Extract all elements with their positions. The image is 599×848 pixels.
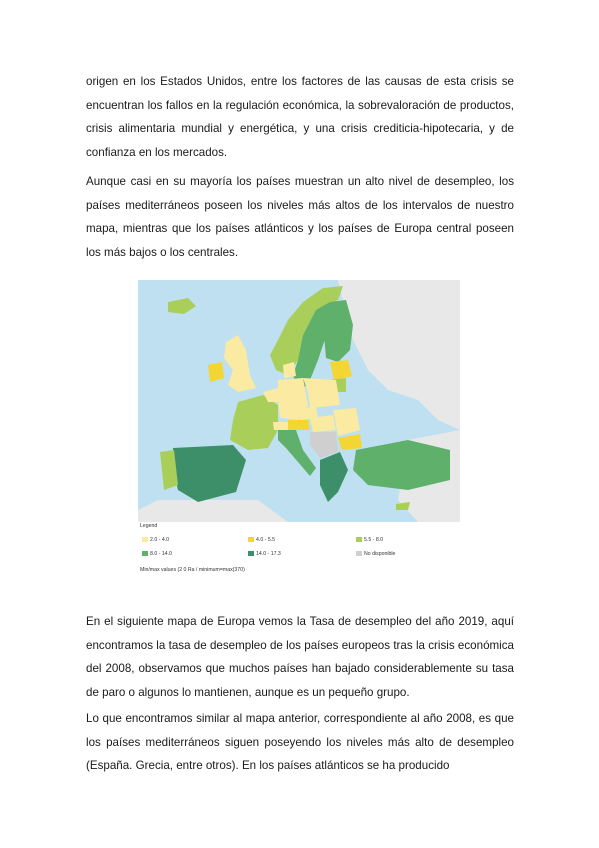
switzerland	[273, 422, 288, 430]
paragraph-1: origen en los Estados Unidos, entre los factores de las causas de esta crisis se encuentran los fallos en la regulación económica, la sobrevaloración de productos, crisis alimentaria mundial y energética, y una crisis crediticia-hipotecaria, y de confianza en los mercados.	[86, 75, 514, 159]
legend-swatch	[142, 551, 148, 556]
legend-item	[356, 551, 395, 558]
legend-source: Min/max values (2 0 Ra / minimum=max(370)	[140, 567, 245, 573]
legend-label: 2.0 - 4.0	[150, 537, 170, 543]
legend-label: 8.0 - 14.0	[150, 551, 172, 557]
paragraph-2: Aunque casi en su mayoría los países muestran un alto nivel de desempleo, los países mediterráneos poseen los niveles más altos de los intervalos de nuestro mapa, mientras que los países atlánticos y los países de Europa central poseen los más bajos o los centrales.	[86, 175, 514, 259]
legend-swatch	[356, 537, 362, 542]
unemployment-map-figure	[138, 280, 460, 580]
paragraph-4: Lo que encontramos similar al mapa anterior, correspondiente al año 2008, es que los países mediterráneos siguen poseyendo los niveles más alto de desempleo (España. Grecia, entre otros). En los países atlánticos se ha producido	[86, 712, 514, 773]
legend-swatch	[142, 537, 148, 542]
legend-item	[248, 551, 281, 558]
legend-item	[248, 537, 275, 544]
legend-item	[356, 537, 383, 544]
hungary	[310, 415, 336, 432]
legend-swatch	[356, 551, 362, 556]
europe-map	[138, 280, 460, 522]
legend-swatch	[248, 537, 254, 542]
legend-label: 4.0 - 5.5	[256, 537, 276, 543]
legend-title: Legend	[140, 523, 158, 529]
legend-item	[142, 537, 169, 544]
paragraph-3: En el siguiente mapa de Europa vemos la Tasa de desempleo del año 2019, aquí encontramos la tasa de desempleo de los países europeos tras la crisis económica del 2008, observamos que muchos países han bajado considerablemente su tasa de paro o algunos lo mantienen, aunque es un pequeño grupo.	[86, 615, 514, 699]
legend-label: 5.5 - 8.0	[364, 537, 384, 543]
austria	[288, 420, 310, 430]
legend-label: No disponible	[364, 551, 396, 557]
legend-item	[142, 551, 172, 558]
legend-label: 14.0 - 17.3	[256, 551, 281, 557]
legend-swatch	[248, 551, 254, 556]
